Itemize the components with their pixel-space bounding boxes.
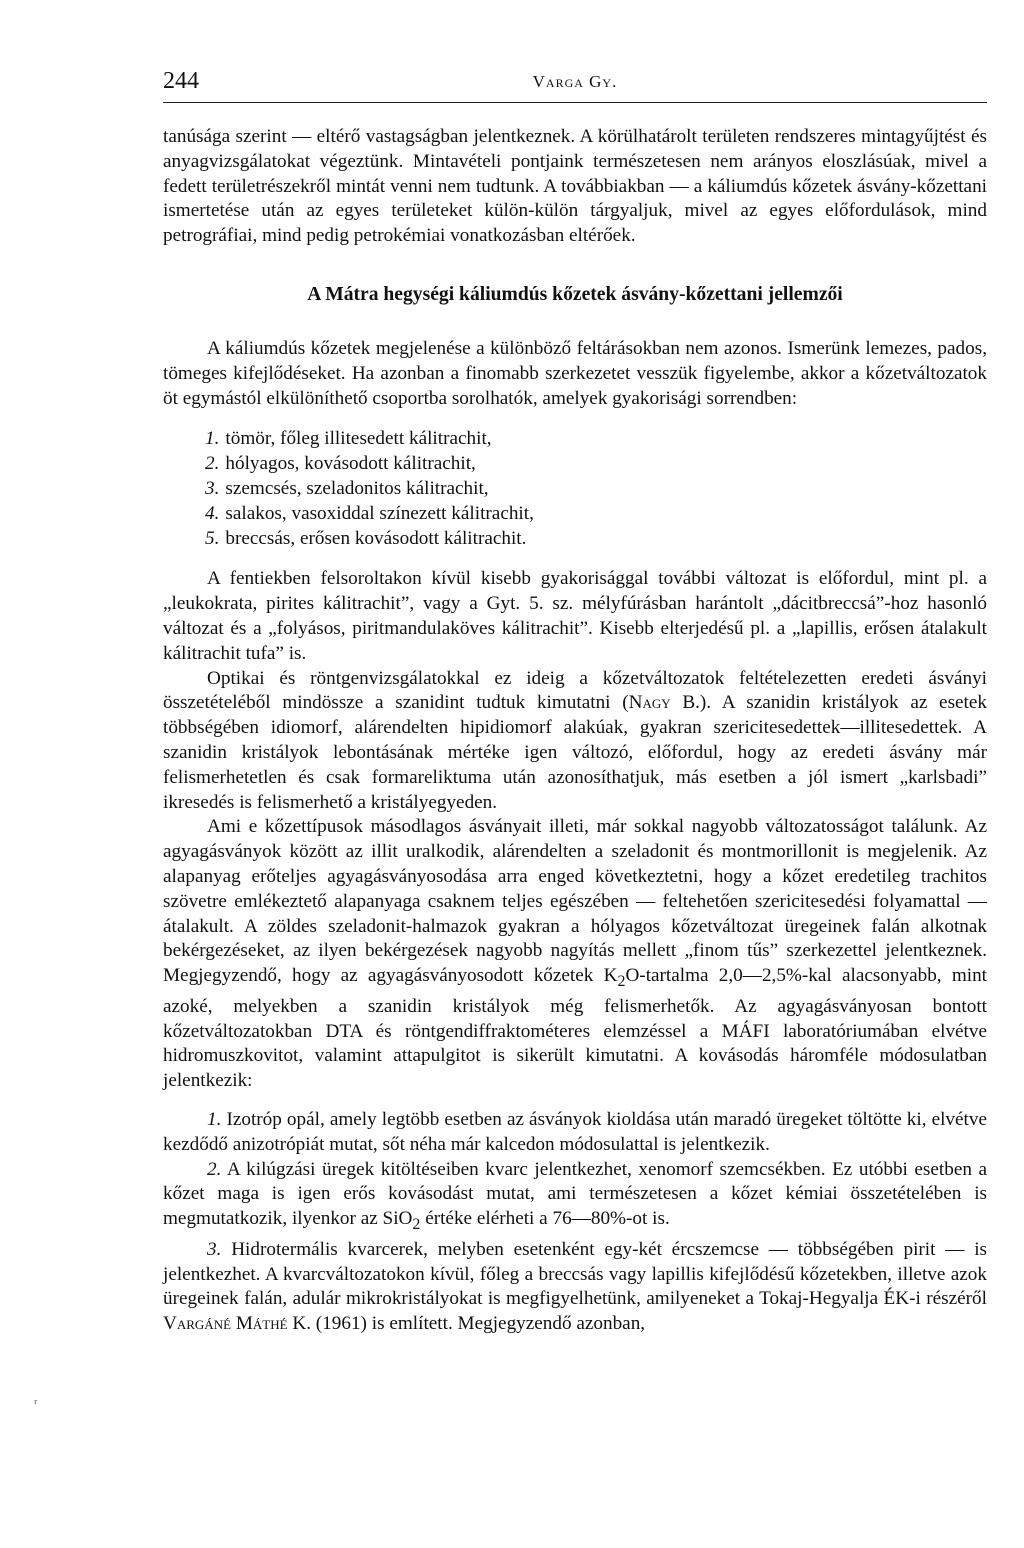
margin-mark: ʳ: [34, 1397, 38, 1412]
author-reference: Nagy B.: [628, 692, 700, 714]
list-item: 1. tömör, főleg illitesedett kálitrachit,: [205, 428, 492, 450]
silica-form-3: 3. Hidrotermális kvarcerek, melyben esetenként egy-két ércszemcse — többségében pirit — is jelentkezhet. A kvarcváltozatokon kívül, főleg a breccsás vagy lapillis kifejlődésű kőzetekben, illetve azok üregeinek falán, adulár mikrokristályokat is megfigyelhetünk, amilyeneket a Tokaj-Hegyalja ÉK-i részéről Vargáné Máthé K. (1961) is említett. Megjegyzendő azonban,: [163, 1238, 988, 1335]
silica-form-2: 2. A kilúgzási üregek kitöltéseiben kvarc jelentkezhet, xenomorf szemcsékben. Ez utóbbi esetben a kőzet maga is igen erős kovásodást mutat, ami természetesen a kőzet kémiai összetételében is megmutatkozik, ilyenkor az SiO$_2$ értéke elérheti a 76—80%-ot is.: [163, 1158, 987, 1233]
running-head: Varga Gy.: [532, 72, 618, 91]
paragraph-1: A káliumdús kőzetek megjelenése a különböző feltárásokban nem azonos. Ismerünk lemezes, pados, tömeges kifejlődéseket. Ha azonban a finomabb szerkezetet vesszük figyelembe, akkor a kőzetváltozatok öt egymástól elkülöníthető csoportba sorolhatók, amelyek gyakorisági sorrendben:: [163, 337, 987, 409]
paragraph-2: A fentiekben felsoroltakon kívül kisebb gyakorisággal további változat is előfordul, mint pl. a „leukokrata, pirites kálitrachit”, vagy a Gyt. 5. sz. mélyfúrásban harántolt „dácitbreccsá”-hoz hasonló változat és a „folyásos, piritmandulaköves kálitrachit”. Kisebb elterjedésű pl. a „lapillis, erősen átalakult kálitrachit tufa” is.: [163, 568, 987, 664]
page-header: [163, 62, 987, 103]
section-title: A Mátra hegységi káliumdús kőzetek ásvány-kőzettani jellemzői: [307, 283, 843, 305]
list-item: 5. breccsás, erősen kovásodott kálitrachit.: [205, 527, 527, 549]
list-item: 2. hólyagos, kovásodott kálitrachit,: [205, 453, 476, 475]
variant-list: [205, 427, 987, 551]
author-reference: Vargáné Máthé K.: [163, 1313, 311, 1335]
silica-form-1: 1. Izotróp opál, amely legtöbb esetben az ásványok kioldása után maradó üregeket töltötte ki, elvétve kezdődő anizotrópiát mutat, sőt néha már kalcedon módosulattal is jelentkezik.: [163, 1108, 987, 1155]
paragraph-3: Optikai és röntgenvizsgálatokkal ez ideig a kőzetváltozatok feltételezetten eredeti ásványi összetételéből mindössze a szanidint tudtuk kimutatni (Nagy B.). A szanidin kristályok az esetek többségében idiomorf, alárendelten hipidiomorf alakúak, gyakran szericitesedettek—illitesedettek. A szanidin kristályok lebontásának mértéke igen változó, előfordul, hogy az eredeti ásvány már felismerhetetlen és csak formareliktuma után azonosíthatjuk, más esetben a jól ismert „karlsbadi” ikresedés is felismerhető a kristályegyeden.: [163, 667, 987, 813]
list-item: 3. szemcsés, szeladonitos kálitrachit,: [205, 477, 489, 499]
list-item: 4. salakos, vasoxiddal színezett kálitrachit,: [205, 502, 534, 524]
paragraph-4: Ami e kőzettípusok másodlagos ásványait illeti, már sokkal nagyobb változatosságot találunk. Az agyagásványok között az illit uralkodik, alárendelten a szeladonit és montmorillonit is megjelenik. Az alapanyag erőteljes agyagásványosodása arra enged következtetni, hogy a kőzet eredetileg trachitos szövetre emlékeztető alapanyaga csaknem teljes egészében — feltehetően szericitesedési folyamattal — átalakult. A zöldes szeladonit-halmazok gyakran a hólyagos kőzetváltozat üregeinek falán alkotnak bekérgezéseket, az ilyen bekérgezések nagyobb nagyítás mellett „finom tűs” szerkezettel jelentkeznek. Megjegyzendő, hogy az agyagásványosodott kőzetek $K_2O$-tartalma 2,0—2,5%-kal alacsonyabb, mint azoké, melyekben a szanidin kristályok még felismerhetők. Az agyagásványosan bontott kőzetváltozatokban DTA és röntgendiffraktométeres elemzéssel a MÁFI laboratóriumában elvétve hidromuszkovitot, valamint attapulgitot is sikerült kimutatni. A kovásodás háromféle módosulatban jelentkezik:: [163, 816, 987, 1092]
intro-paragraph: tanúsága szerint — eltérő vastagságban jelentkeznek. A körülhatárolt területen rendszeres mintagyűjtést és anyagvizsgálatokat végeztünk. Mintavételi pontjaink természetesen nem arányos eloszlásúak, mivel a fedett területrészekről mintát venni nem tudtunk. A továbbiakban — a káliumdús kőzetek ásvány-kőzettani ismertetése után az egyes területeket külön-külön tárgyaljuk, mivel az egyes előfordulások, mind petrográfiai, mind pedig petrokémiai vonatkozásban eltérőek.: [163, 126, 987, 247]
page-body: [163, 125, 987, 1337]
page-number: 244: [163, 68, 199, 94]
